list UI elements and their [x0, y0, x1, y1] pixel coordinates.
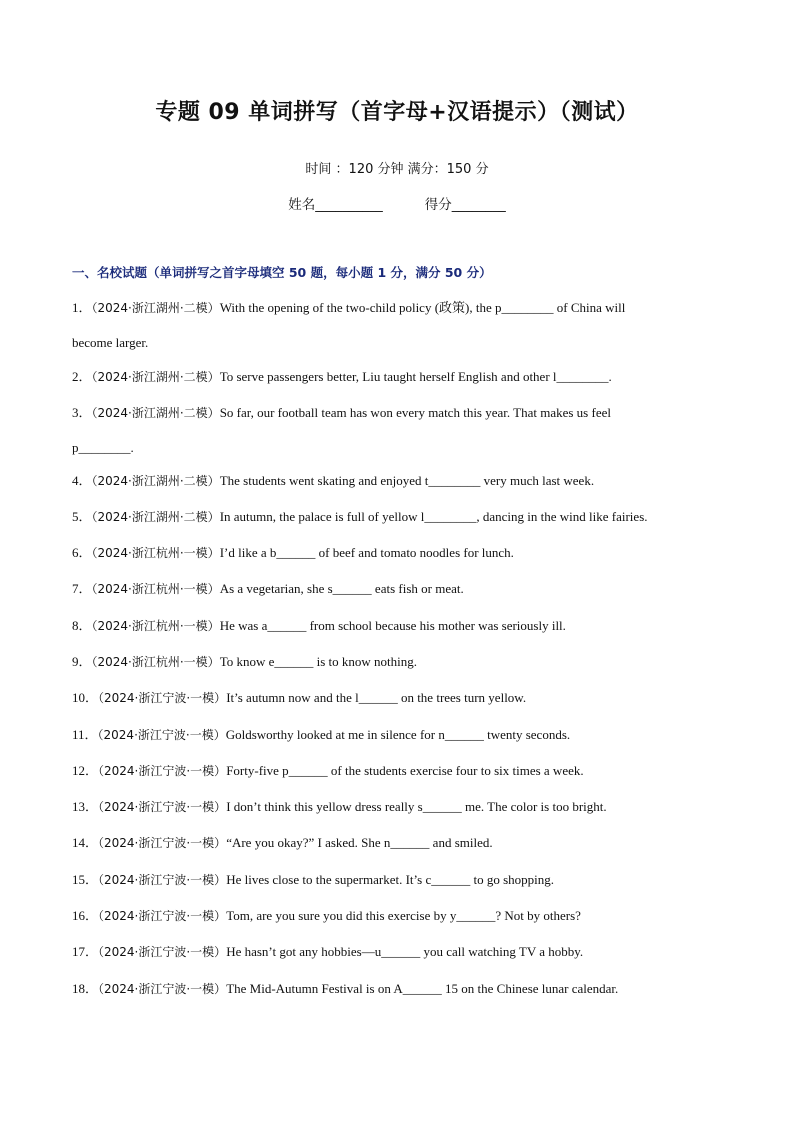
question-text-continued: p________.	[72, 440, 134, 455]
question-number: 11．	[72, 727, 98, 742]
question-item	[72, 763, 722, 779]
question-item	[72, 872, 722, 888]
question-number: 13．	[72, 799, 99, 814]
question-source: （2024·浙江宁波·一模）	[98, 691, 227, 705]
question-text-continued: become larger.	[72, 335, 149, 350]
question-item	[72, 690, 722, 706]
question-number: 4．	[72, 473, 92, 488]
question-text: The students went skating and enjoyed t________ very much last week.	[219, 473, 595, 488]
question-source: （2024·浙江湖州·二模）	[91, 474, 220, 488]
question-source: （2024·浙江杭州·一模）	[91, 619, 220, 633]
question-text: Forty-five p______ of the students exercise four to six times a week.	[226, 763, 584, 778]
question-text: The Mid-Autumn Festival is on A______ 15 on the Chinese lunar calendar.	[226, 981, 619, 996]
question-text: To know e______ is to know nothing.	[219, 654, 418, 669]
question-text: I’d like a b______ of beef and tomato noodles for lunch.	[219, 545, 514, 560]
question-number: 6．	[72, 545, 92, 560]
question-text: He lives close to the supermarket. It’s c______ to go shopping.	[226, 872, 555, 887]
question-item	[72, 908, 722, 924]
name-score-row	[0, 193, 794, 213]
question-number: 18．	[72, 981, 99, 996]
name-label: 姓名	[288, 197, 316, 213]
question-number: 15．	[72, 872, 99, 887]
score-blank: ________	[451, 197, 506, 213]
question-item	[72, 835, 722, 851]
question-source: （2024·浙江湖州·二模）	[91, 510, 220, 524]
question-number: 10．	[72, 690, 99, 705]
question-item	[72, 473, 722, 489]
question-text: “Are you okay?” I asked. She n______ and smiled.	[226, 835, 493, 850]
question-item	[72, 981, 722, 997]
question-number: 1．	[72, 300, 92, 315]
question-text: Tom, are you sure you did this exercise by y______? Not by others?	[226, 908, 581, 923]
question-number: 9．	[72, 654, 92, 669]
question-source: （2024·浙江宁波·一模）	[98, 873, 227, 887]
question-text: So far, our football team has won every match this year. That makes us feel	[219, 405, 611, 420]
question-source: （2024·浙江湖州·二模）	[91, 406, 220, 420]
question-source: （2024·浙江湖州·二模）	[91, 301, 220, 315]
question-source: （2024·浙江湖州·二模）	[91, 370, 220, 384]
question-item	[72, 405, 722, 456]
question-number: 7．	[72, 581, 92, 596]
question-source: （2024·浙江宁波·一模）	[98, 909, 227, 923]
question-item	[72, 799, 722, 815]
question-source: （2024·浙江杭州·一模）	[91, 546, 220, 560]
question-item	[72, 944, 722, 960]
question-number: 2．	[72, 369, 92, 384]
question-text: It’s autumn now and the l______ on the trees turn yellow.	[226, 690, 527, 705]
question-text: In autumn, the palace is full of yellow l________, dancing in the wind like fairies.	[219, 509, 648, 524]
question-text: Goldsworthy looked at me in silence for n______ twenty seconds.	[225, 727, 571, 742]
question-source: （2024·浙江杭州·一模）	[91, 655, 220, 669]
question-item	[72, 369, 722, 385]
question-text: He was a______ from school because his mother was seriously ill.	[219, 618, 566, 633]
document-title: 专题 09 单词拼写（首字母+汉语提示）（测试）	[155, 100, 639, 125]
question-text: I don’t think this yellow dress really s______ me. The color is too bright.	[226, 799, 607, 814]
question-source: （2024·浙江宁波·一模）	[98, 836, 227, 850]
question-item	[72, 727, 722, 743]
question-number: 8．	[72, 618, 92, 633]
question-number: 14．	[72, 835, 99, 850]
question-item	[72, 581, 722, 597]
question-number: 16．	[72, 908, 99, 923]
question-source: （2024·浙江杭州·一模）	[91, 582, 220, 596]
exam-time-score: 时间 ：120 分钟 满分：150 分	[305, 162, 489, 177]
question-item	[72, 545, 722, 561]
question-source: （2024·浙江宁波·一模）	[98, 982, 227, 996]
question-text: To serve passengers better, Liu taught herself English and other l________.	[219, 369, 612, 384]
question-item	[72, 654, 722, 670]
question-source: （2024·浙江宁波·一模）	[97, 728, 226, 742]
question-source: （2024·浙江宁波·一模）	[98, 764, 227, 778]
question-source: （2024·浙江宁波·一模）	[98, 800, 227, 814]
question-number: 12．	[72, 763, 99, 778]
question-text: As a vegetarian, she s______ eats fish or meat.	[219, 581, 464, 596]
section-heading: 一、名校试题（单词拼写之首字母填空 50 题，每小题 1 分，满分 50 分）	[72, 265, 492, 280]
question-source: （2024·浙江宁波·一模）	[98, 945, 227, 959]
score-label: 得分	[424, 197, 452, 213]
question-text: He hasn’t got any hobbies—u______ you call watching TV a hobby.	[226, 944, 584, 959]
question-text: With the opening of the two-child policy (政策), the p________ of China will	[219, 300, 626, 315]
question-number: 17．	[72, 944, 99, 959]
question-number: 5．	[72, 509, 92, 524]
question-item	[72, 300, 722, 351]
question-item	[72, 618, 722, 634]
name-blank: __________	[315, 197, 383, 213]
question-number: 3．	[72, 405, 92, 420]
question-item	[72, 509, 722, 525]
